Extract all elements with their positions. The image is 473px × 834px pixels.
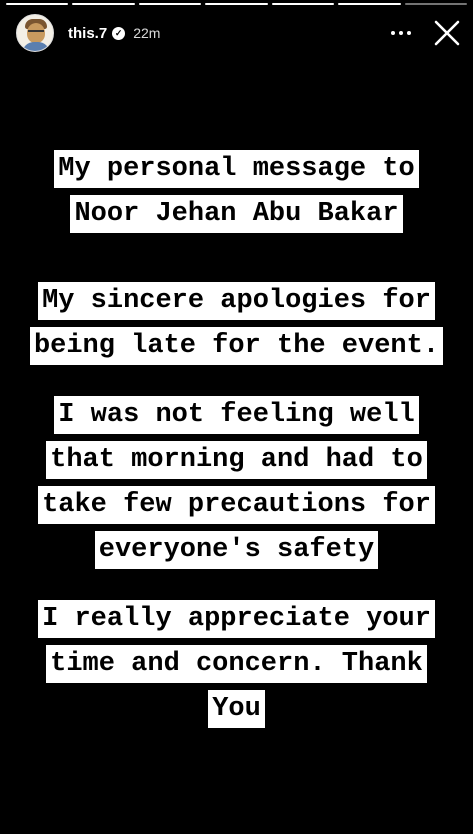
story-progress-segment — [405, 3, 467, 5]
more-options-icon[interactable] — [391, 31, 411, 35]
message-line: Noor Jehan Abu Bakar — [70, 195, 402, 233]
verified-badge-icon: ✓ — [112, 27, 125, 40]
message-line: time and concern. Thank — [46, 645, 427, 683]
story-progress-segment — [205, 3, 267, 5]
post-time: 22m — [133, 25, 161, 41]
message-line: take few precautions for — [38, 486, 435, 524]
story-progress-segment — [72, 3, 134, 5]
story-progress-segment — [272, 3, 334, 5]
username[interactable]: this.7 — [68, 24, 108, 42]
story-progress-bar — [6, 3, 467, 5]
message-line: I really appreciate your — [38, 600, 435, 638]
story-progress-segment — [338, 3, 400, 5]
message-line: My personal message to — [54, 150, 418, 188]
message-paragraph — [0, 282, 473, 372]
message-line: that morning and had to — [46, 441, 427, 479]
close-icon[interactable] — [433, 19, 461, 47]
message-paragraph — [0, 396, 473, 576]
message-line: My sincere apologies for — [38, 282, 435, 320]
story-progress-segment — [6, 3, 68, 5]
message-line: everyone's safety — [95, 531, 378, 569]
message-line: You — [208, 690, 265, 728]
message-line: being late for the event. — [30, 327, 443, 365]
story-progress-segment — [139, 3, 201, 5]
message-line: I was not feeling well — [54, 396, 418, 434]
message-paragraph — [0, 600, 473, 735]
message-paragraph — [0, 150, 473, 258]
avatar[interactable] — [16, 14, 54, 52]
story-header — [16, 13, 461, 53]
story-message — [0, 150, 473, 759]
